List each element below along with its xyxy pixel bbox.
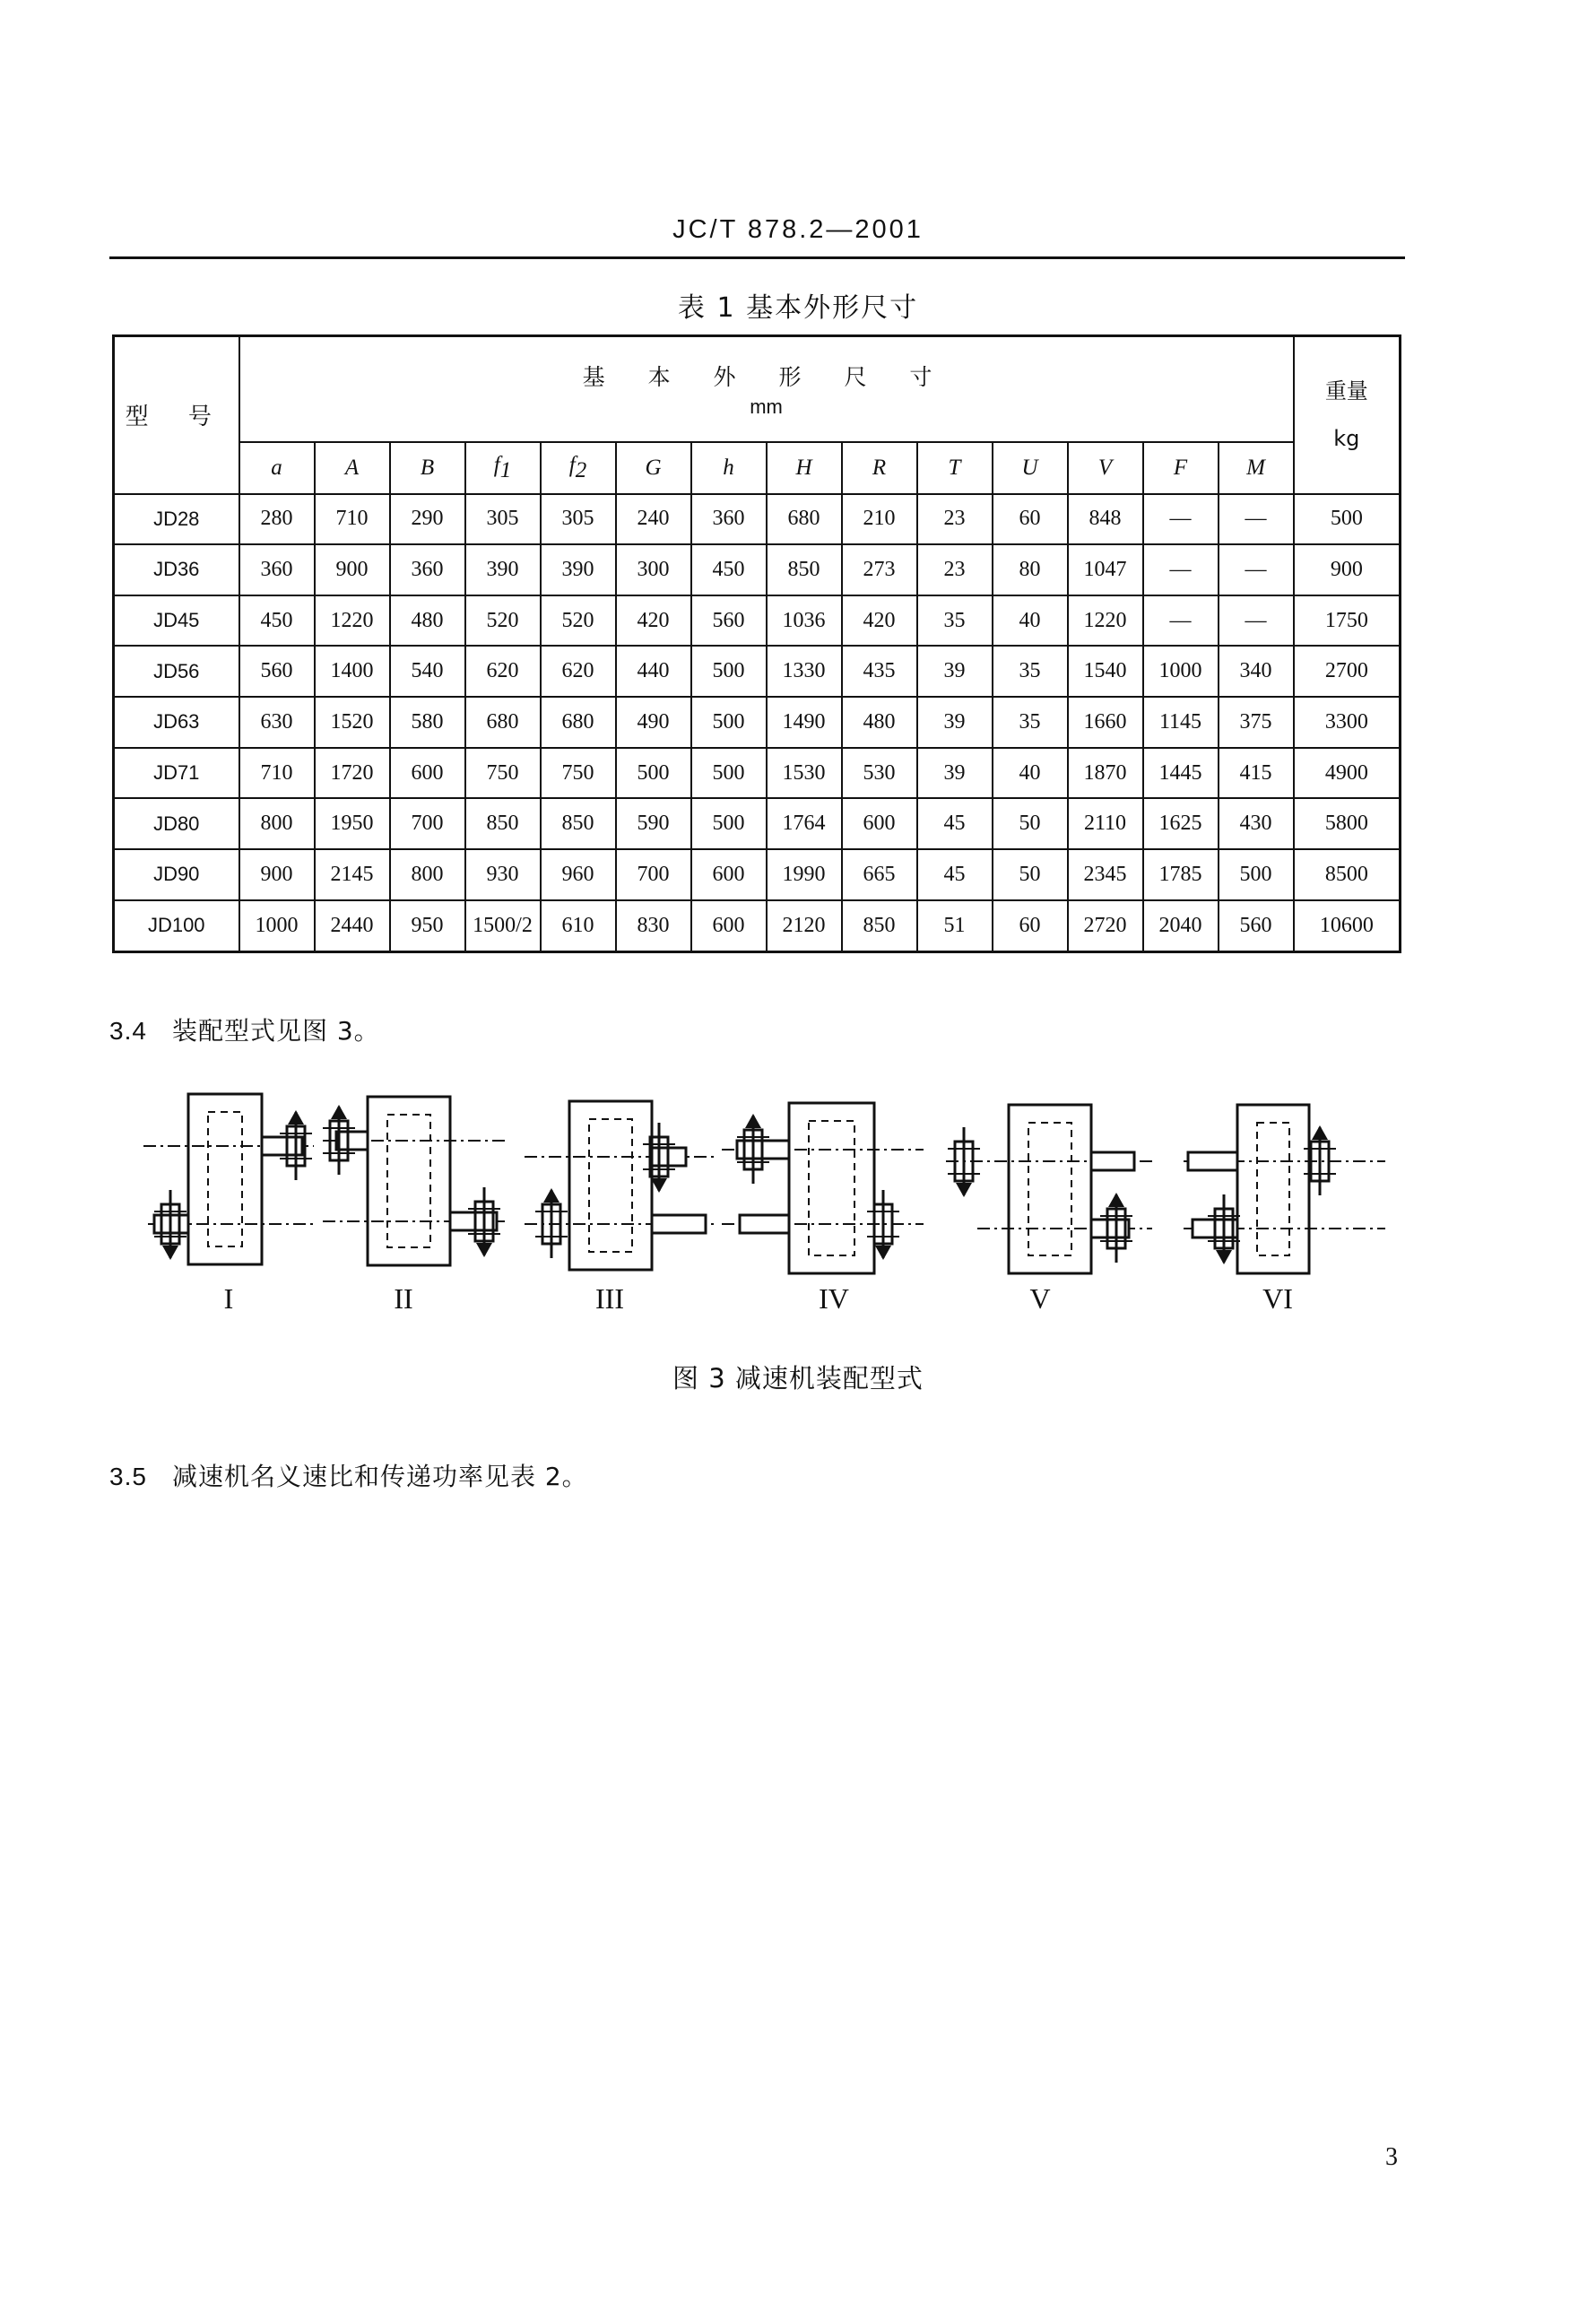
- symbol-letter: M: [1246, 455, 1265, 480]
- cell-value: 1145: [1143, 697, 1219, 748]
- cell-value: 340: [1219, 646, 1294, 697]
- cell-value: 2345: [1068, 849, 1143, 900]
- cell-value: 960: [541, 849, 616, 900]
- cell-value: 50: [993, 849, 1068, 900]
- cell-value: 1870: [1068, 748, 1143, 799]
- cell-value: —: [1143, 494, 1219, 545]
- cell-value: 630: [239, 697, 315, 748]
- cell-value: 1330: [767, 646, 842, 697]
- cell-value: 305: [541, 494, 616, 545]
- cell-value: 35: [993, 646, 1068, 697]
- cell-value: 530: [842, 748, 917, 799]
- symbol-subscript: 1: [499, 457, 512, 482]
- cell-value: 240: [616, 494, 691, 545]
- table-row: [114, 849, 1401, 900]
- cell-value: 710: [239, 748, 315, 799]
- symbol-letter: a: [271, 455, 282, 480]
- cell-value: 1000: [1143, 646, 1219, 697]
- cell-value: 39: [917, 697, 993, 748]
- cell-value: 273: [842, 544, 917, 595]
- cell-model: JD100: [114, 900, 239, 952]
- cell-value: 60: [993, 900, 1068, 952]
- figure-label: II: [394, 1282, 413, 1315]
- cell-value: 210: [842, 494, 917, 545]
- cell-weight: 500: [1294, 494, 1401, 545]
- cell-value: 1000: [239, 900, 315, 952]
- header-weight: [1294, 336, 1401, 494]
- cell-value: 500: [691, 646, 767, 697]
- cell-value: 1047: [1068, 544, 1143, 595]
- cell-value: 23: [917, 544, 993, 595]
- cell-value: 390: [465, 544, 541, 595]
- cell-value: 680: [767, 494, 842, 545]
- assembly-type-1: [143, 1094, 314, 1264]
- cell-value: 850: [767, 544, 842, 595]
- paragraph-text: 装配型式见图 3。: [171, 1016, 380, 1046]
- header-symbol: [917, 442, 993, 494]
- header-symbol: [842, 442, 917, 494]
- cell-value: 750: [541, 748, 616, 799]
- cell-value: 1660: [1068, 697, 1143, 748]
- cell-value: 360: [239, 544, 315, 595]
- table-row: [114, 748, 1401, 799]
- table-row: [114, 544, 1401, 595]
- cell-value: 560: [1219, 900, 1294, 952]
- table-row: [114, 900, 1401, 952]
- cell-value: 680: [465, 697, 541, 748]
- header-symbol: [993, 442, 1068, 494]
- cell-value: 1500/2: [465, 900, 541, 952]
- cell-value: 930: [465, 849, 541, 900]
- table-row: [114, 595, 1401, 647]
- header-group-unit: mm: [750, 395, 783, 418]
- assembly-figure: [0, 1067, 1596, 1363]
- cell-value: 420: [616, 595, 691, 647]
- cell-weight: 900: [1294, 544, 1401, 595]
- header-symbol: [315, 442, 390, 494]
- paragraph-3-4: [109, 1012, 380, 1047]
- cell-value: 830: [616, 900, 691, 952]
- figure-label: III: [595, 1282, 624, 1315]
- cell-value: 50: [993, 798, 1068, 849]
- cell-value: 280: [239, 494, 315, 545]
- cell-value: 450: [691, 544, 767, 595]
- cell-value: 35: [993, 697, 1068, 748]
- cell-value: —: [1219, 494, 1294, 545]
- cell-value: 435: [842, 646, 917, 697]
- paragraph-text: 减速机名义速比和传递功率见表 2。: [171, 1462, 588, 1491]
- cell-value: 430: [1219, 798, 1294, 849]
- cell-value: 800: [390, 849, 465, 900]
- symbol-subscript: 2: [575, 457, 587, 482]
- cell-value: 1490: [767, 697, 842, 748]
- cell-value: 500: [691, 798, 767, 849]
- header-rule: [109, 256, 1405, 259]
- header-symbol: [239, 442, 315, 494]
- cell-value: 560: [691, 595, 767, 647]
- cell-value: 600: [842, 798, 917, 849]
- cell-value: 2120: [767, 900, 842, 952]
- cell-value: 2440: [315, 900, 390, 952]
- cell-value: 51: [917, 900, 993, 952]
- cell-value: 580: [390, 697, 465, 748]
- cell-value: 1530: [767, 748, 842, 799]
- cell-value: 360: [390, 544, 465, 595]
- cell-value: 2145: [315, 849, 390, 900]
- cell-value: 1220: [1068, 595, 1143, 647]
- table-row: [114, 494, 1401, 545]
- cell-value: 710: [315, 494, 390, 545]
- cell-weight: 10600: [1294, 900, 1401, 952]
- cell-weight: 2700: [1294, 646, 1401, 697]
- cell-value: 40: [993, 595, 1068, 647]
- cell-value: 500: [1219, 849, 1294, 900]
- cell-value: 60: [993, 494, 1068, 545]
- symbol-letter: U: [1021, 455, 1038, 480]
- paragraph-number: 3.4: [109, 1017, 147, 1045]
- cell-value: 45: [917, 849, 993, 900]
- figure-label: VI: [1262, 1282, 1293, 1315]
- cell-value: 850: [842, 900, 917, 952]
- cell-value: 1990: [767, 849, 842, 900]
- cell-value: 850: [541, 798, 616, 849]
- cell-value: 390: [541, 544, 616, 595]
- page-number: 3: [1385, 2143, 1398, 2171]
- header-symbol: [616, 442, 691, 494]
- paragraph-number: 3.5: [109, 1463, 147, 1490]
- symbol-letter: T: [948, 455, 961, 480]
- figure-caption: 图 3 减速机装配型式: [672, 1363, 924, 1394]
- cell-value: 700: [616, 849, 691, 900]
- cell-value: 2720: [1068, 900, 1143, 952]
- cell-value: 520: [541, 595, 616, 647]
- cell-value: 620: [465, 646, 541, 697]
- cell-value: 620: [541, 646, 616, 697]
- symbol-letter: V: [1097, 455, 1113, 480]
- cell-value: 1950: [315, 798, 390, 849]
- cell-value: 490: [616, 697, 691, 748]
- cell-value: 23: [917, 494, 993, 545]
- cell-value: 900: [315, 544, 390, 595]
- cell-value: —: [1219, 595, 1294, 647]
- dimensions-table: [112, 334, 1401, 953]
- symbol-letter: A: [344, 455, 360, 480]
- cell-model: JD71: [114, 748, 239, 799]
- symbol-letter: H: [795, 455, 812, 480]
- assembly-type-3: [525, 1101, 717, 1270]
- header-group-title: 基 本 外 形 尺 寸: [582, 363, 950, 390]
- cell-value: 590: [616, 798, 691, 849]
- figure-label: I: [223, 1282, 234, 1315]
- cell-weight: 3300: [1294, 697, 1401, 748]
- cell-value: 420: [842, 595, 917, 647]
- cell-value: 600: [691, 849, 767, 900]
- header-model: 型 号: [114, 336, 239, 494]
- cell-value: 360: [691, 494, 767, 545]
- header-symbol: [541, 442, 616, 494]
- symbol-letter: f: [493, 452, 500, 477]
- cell-value: 540: [390, 646, 465, 697]
- symbol-letter: G: [645, 455, 662, 480]
- cell-model: JD36: [114, 544, 239, 595]
- cell-value: 39: [917, 748, 993, 799]
- header-symbol: [691, 442, 767, 494]
- cell-weight: 8500: [1294, 849, 1401, 900]
- header-symbol: [767, 442, 842, 494]
- cell-value: 600: [691, 900, 767, 952]
- header-weight-title: 重量: [1324, 378, 1368, 404]
- figure-label: IV: [819, 1282, 849, 1315]
- cell-value: —: [1143, 595, 1219, 647]
- cell-value: 1220: [315, 595, 390, 647]
- symbol-letter: f: [568, 452, 576, 477]
- cell-value: 850: [465, 798, 541, 849]
- cell-weight: 5800: [1294, 798, 1401, 849]
- cell-value: 2110: [1068, 798, 1143, 849]
- header-symbol: [1219, 442, 1294, 494]
- cell-value: 1400: [315, 646, 390, 697]
- cell-model: JD63: [114, 697, 239, 748]
- assembly-type-2: [323, 1097, 507, 1265]
- cell-value: 1625: [1143, 798, 1219, 849]
- assembly-type-4: [722, 1103, 924, 1273]
- cell-model: JD80: [114, 798, 239, 849]
- cell-value: 900: [239, 849, 315, 900]
- cell-value: 800: [239, 798, 315, 849]
- cell-value: 480: [842, 697, 917, 748]
- cell-value: 600: [390, 748, 465, 799]
- cell-value: 500: [691, 697, 767, 748]
- cell-value: 680: [541, 697, 616, 748]
- cell-value: 665: [842, 849, 917, 900]
- header-symbol: [465, 442, 541, 494]
- symbol-letter: F: [1173, 455, 1188, 480]
- header-symbol: [1068, 442, 1143, 494]
- cell-value: 80: [993, 544, 1068, 595]
- cell-value: 2040: [1143, 900, 1219, 952]
- header-symbol: [1143, 442, 1219, 494]
- cell-value: 848: [1068, 494, 1143, 545]
- symbol-letter: h: [723, 455, 734, 480]
- cell-value: 700: [390, 798, 465, 849]
- cell-value: —: [1219, 544, 1294, 595]
- cell-value: 1785: [1143, 849, 1219, 900]
- cell-value: —: [1143, 544, 1219, 595]
- cell-model: JD90: [114, 849, 239, 900]
- assembly-type-5: [946, 1105, 1152, 1273]
- cell-value: 1520: [315, 697, 390, 748]
- cell-value: 305: [465, 494, 541, 545]
- cell-value: 415: [1219, 748, 1294, 799]
- table-row: [114, 646, 1401, 697]
- cell-value: 1540: [1068, 646, 1143, 697]
- table-caption: 表 1 基本外形尺寸: [677, 292, 919, 324]
- cell-weight: 1750: [1294, 595, 1401, 647]
- symbol-letter: R: [872, 455, 887, 480]
- cell-value: 480: [390, 595, 465, 647]
- cell-value: 1720: [315, 748, 390, 799]
- cell-value: 290: [390, 494, 465, 545]
- cell-weight: 4900: [1294, 748, 1401, 799]
- cell-value: 500: [616, 748, 691, 799]
- page-header: JC/T 878.2—2001: [672, 215, 924, 244]
- header-weight-unit: kg: [1333, 425, 1360, 451]
- table-row: [114, 697, 1401, 748]
- cell-value: 560: [239, 646, 315, 697]
- cell-model: JD45: [114, 595, 239, 647]
- cell-value: 40: [993, 748, 1068, 799]
- cell-value: 1445: [1143, 748, 1219, 799]
- cell-value: 1764: [767, 798, 842, 849]
- symbol-letter: B: [420, 455, 435, 480]
- table-row: [114, 798, 1401, 849]
- cell-model: JD56: [114, 646, 239, 697]
- cell-value: 45: [917, 798, 993, 849]
- cell-value: 440: [616, 646, 691, 697]
- cell-value: 300: [616, 544, 691, 595]
- cell-value: 520: [465, 595, 541, 647]
- cell-value: 375: [1219, 697, 1294, 748]
- assembly-type-6: [1184, 1105, 1385, 1273]
- cell-value: 35: [917, 595, 993, 647]
- cell-value: 610: [541, 900, 616, 952]
- cell-value: 1036: [767, 595, 842, 647]
- header-group: [239, 336, 1294, 442]
- cell-value: 950: [390, 900, 465, 952]
- header-symbol: [390, 442, 465, 494]
- cell-value: 750: [465, 748, 541, 799]
- cell-value: 39: [917, 646, 993, 697]
- cell-value: 500: [691, 748, 767, 799]
- cell-value: 450: [239, 595, 315, 647]
- paragraph-3-5: [109, 1457, 588, 1493]
- figure-label: V: [1029, 1282, 1051, 1315]
- cell-model: JD28: [114, 494, 239, 545]
